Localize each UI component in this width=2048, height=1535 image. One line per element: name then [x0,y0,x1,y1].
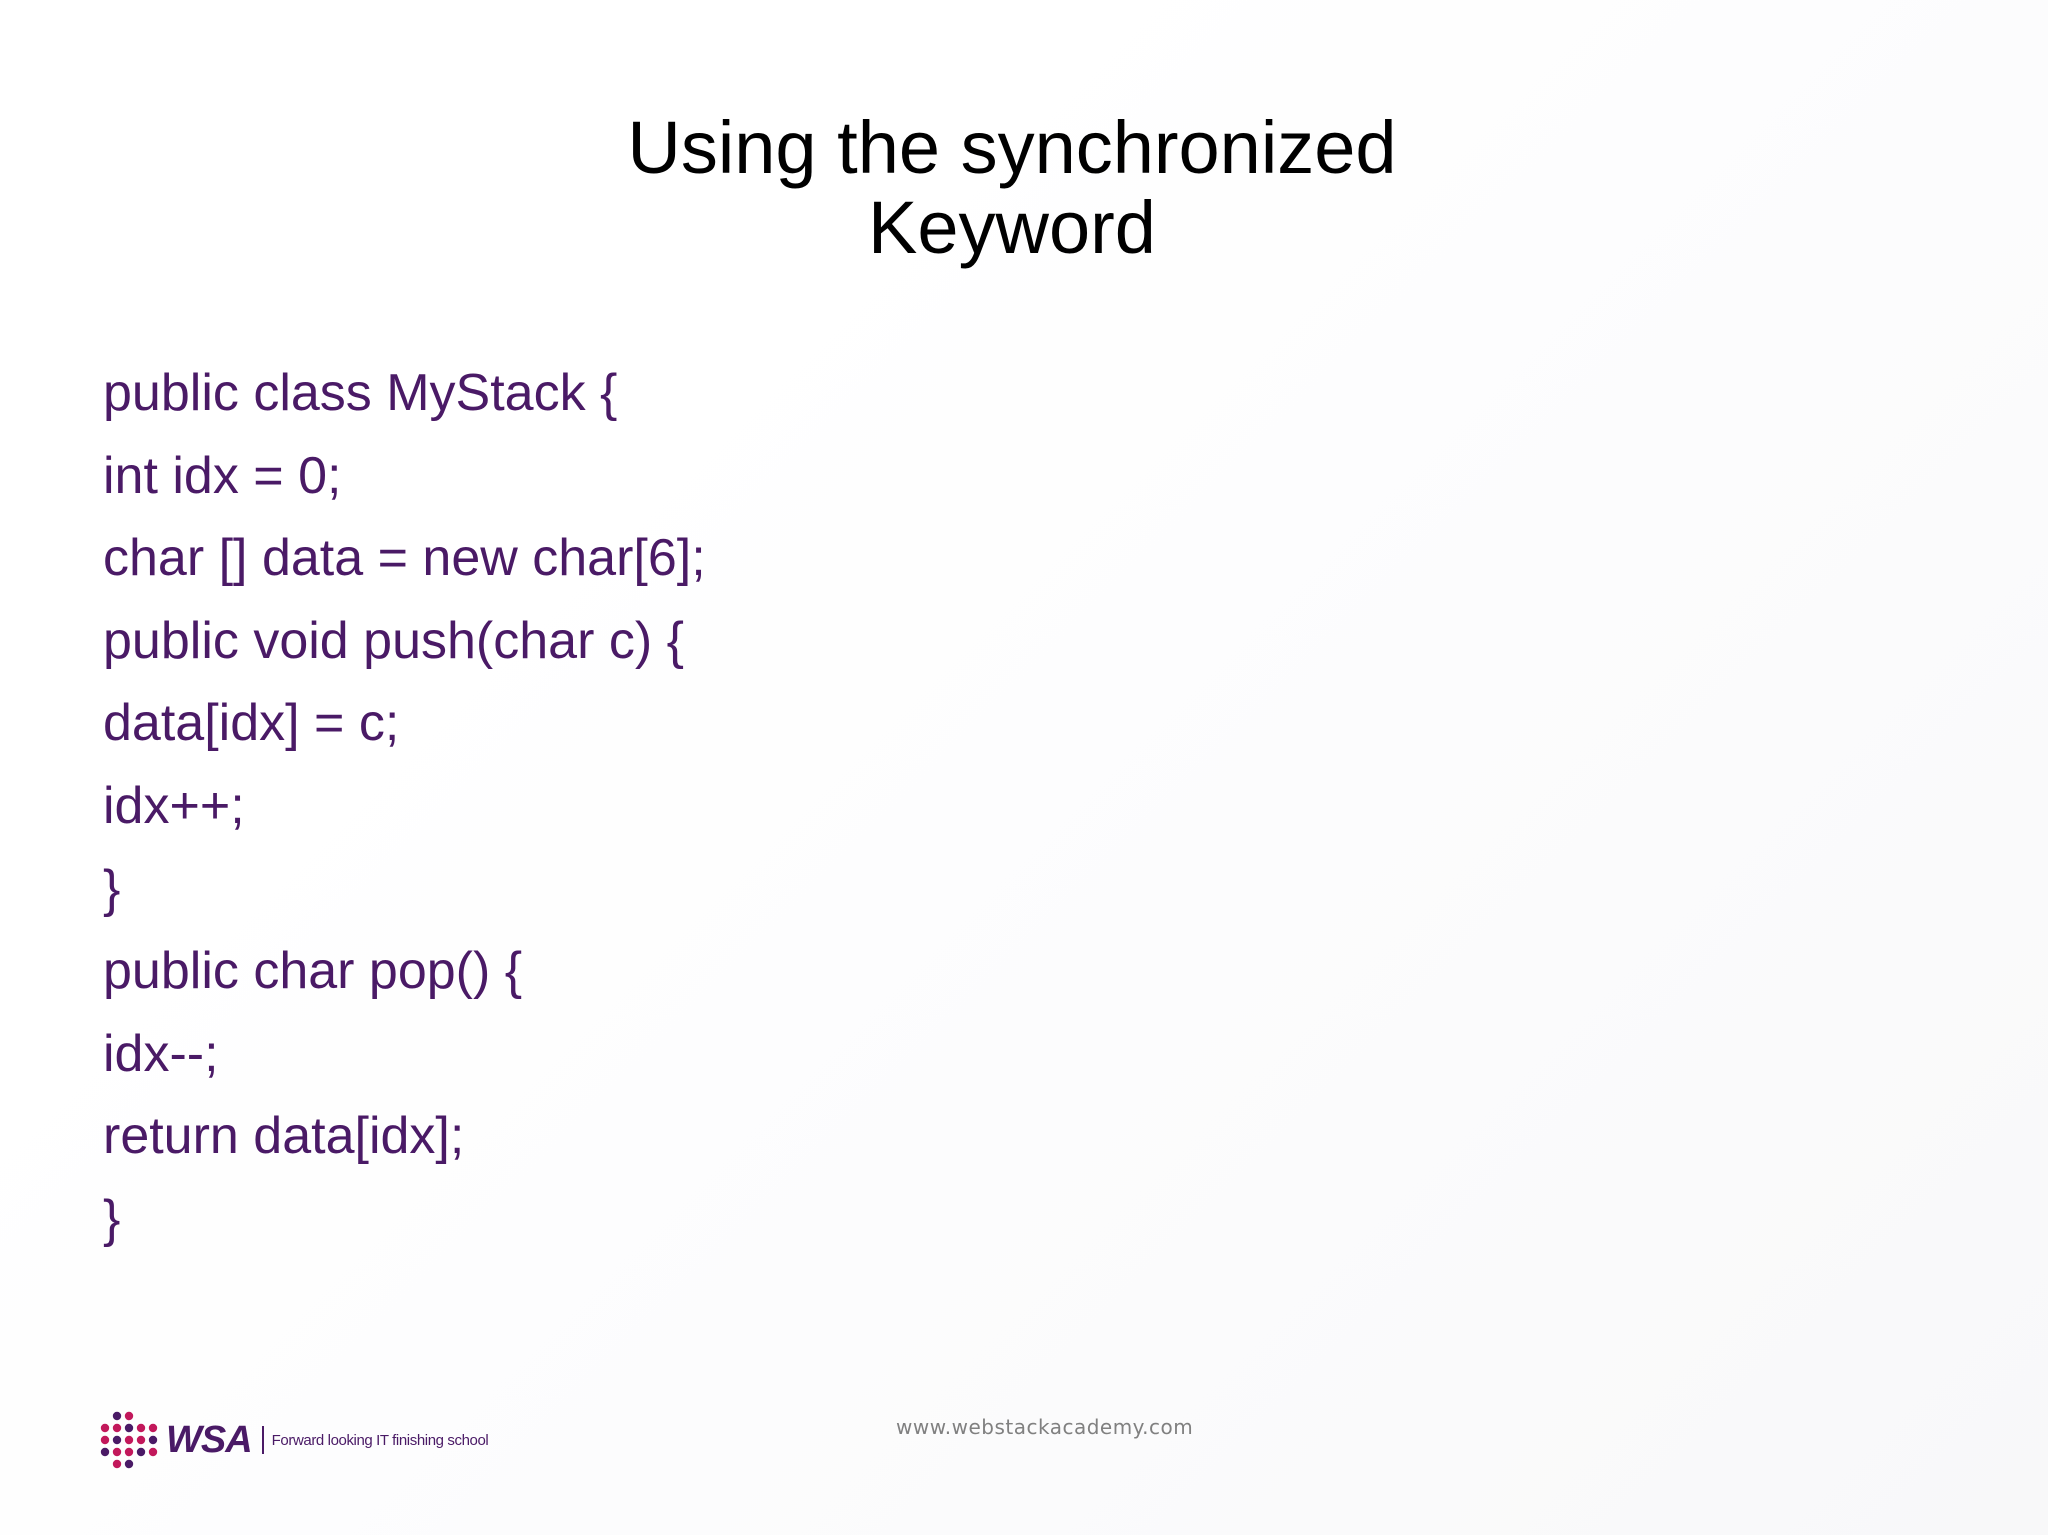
slide-title [0,108,2024,268]
code-line: public char pop() { [103,942,523,1001]
code-listing [103,352,706,1261]
logo-divider [262,1426,264,1454]
dot-grid-logo-icon [100,1411,158,1469]
code-line: char [] data = new char[6]; [103,529,706,588]
code-line: idx--; [103,1024,219,1083]
code-line: public void push(char c) { [103,611,684,670]
wsa-logo [100,1410,488,1470]
code-line: } [103,859,121,918]
code-line: } [103,1189,121,1248]
slide-title-line-1: Using the synchronized [627,106,1397,189]
code-line: int idx = 0; [103,446,342,505]
logo-tagline: Forward looking IT finishing school [271,1431,489,1449]
logo-wordmark: WSA [166,1418,252,1461]
code-line: public class MyStack { [103,364,618,422]
code-line: return data[idx]; [103,1107,465,1166]
code-line: data[idx] = c; [103,694,400,753]
code-line: idx++; [103,776,245,835]
slide-title-line-2: Keyword [868,186,1156,269]
footer-url: www.webstackacademy.com [896,1415,1194,1439]
